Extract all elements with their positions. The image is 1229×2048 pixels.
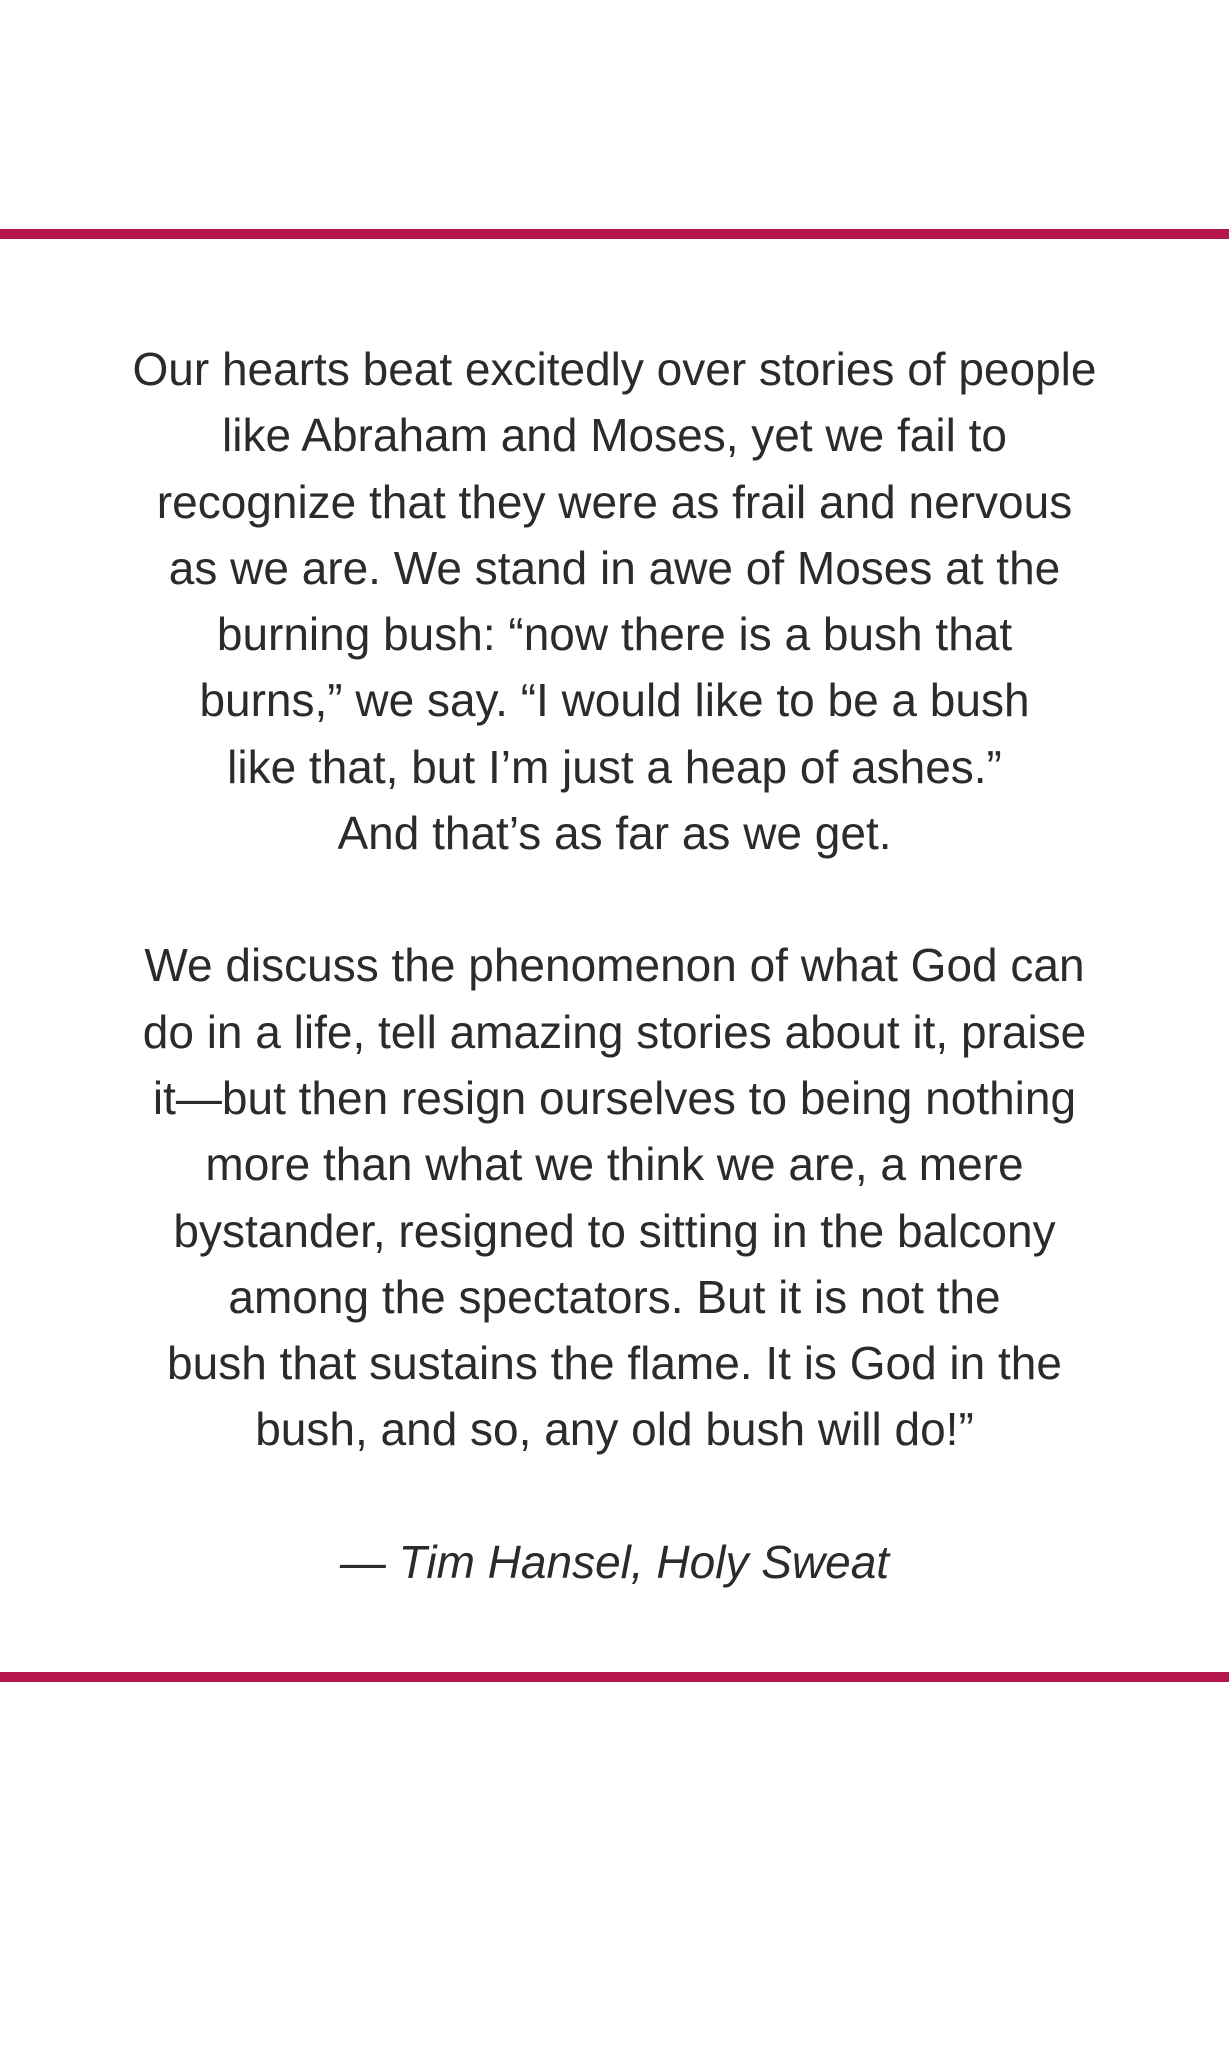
quote-line: more than what we think we are, a mere bbox=[205, 1138, 1024, 1191]
quote-line: bush, and so, any old bush will do!” bbox=[255, 1403, 974, 1456]
quote-line: burning bush: “now there is a bush that bbox=[216, 608, 1013, 661]
quote-line: recognize that they were as frail and nervous bbox=[156, 475, 1073, 528]
paragraph-spacer bbox=[0, 866, 1229, 932]
quote-line: among the spectators. But it is not the bbox=[228, 1270, 1001, 1323]
quote-line: And that’s as far as we get. bbox=[337, 807, 892, 860]
bottom-divider bbox=[0, 1672, 1229, 1682]
quote-line: it—but then resign ourselves to being nothing bbox=[152, 1071, 1077, 1124]
quote-line: We discuss the phenomenon of what God can bbox=[144, 939, 1085, 992]
quote-line: bystander, resigned to sitting in the balcony bbox=[173, 1204, 1056, 1257]
quote-line: do in a life, tell amazing stories about it, praise bbox=[142, 1005, 1087, 1058]
quote-paragraph-1 bbox=[0, 336, 1229, 866]
quote-line: burns,” we say. “I would like to be a bush bbox=[199, 674, 1030, 727]
quote-line: Our hearts beat excitedly over stories of people bbox=[132, 343, 1097, 395]
quote-line: like Abraham and Moses, yet we fail to bbox=[222, 409, 1007, 462]
quote-block bbox=[0, 336, 1229, 1595]
quote-paragraph-2 bbox=[0, 932, 1229, 1462]
quote-line: as we are. We stand in awe of Moses at the bbox=[168, 541, 1061, 594]
quote-line: like that, but I’m just a heap of ashes.” bbox=[227, 740, 1002, 793]
quote-line: bush that sustains the flame. It is God in the bbox=[167, 1337, 1062, 1390]
attribution-spacer bbox=[0, 1463, 1229, 1529]
quote-attribution: — Tim Hansel, Holy Sweat bbox=[339, 1535, 890, 1588]
top-divider bbox=[0, 229, 1229, 239]
